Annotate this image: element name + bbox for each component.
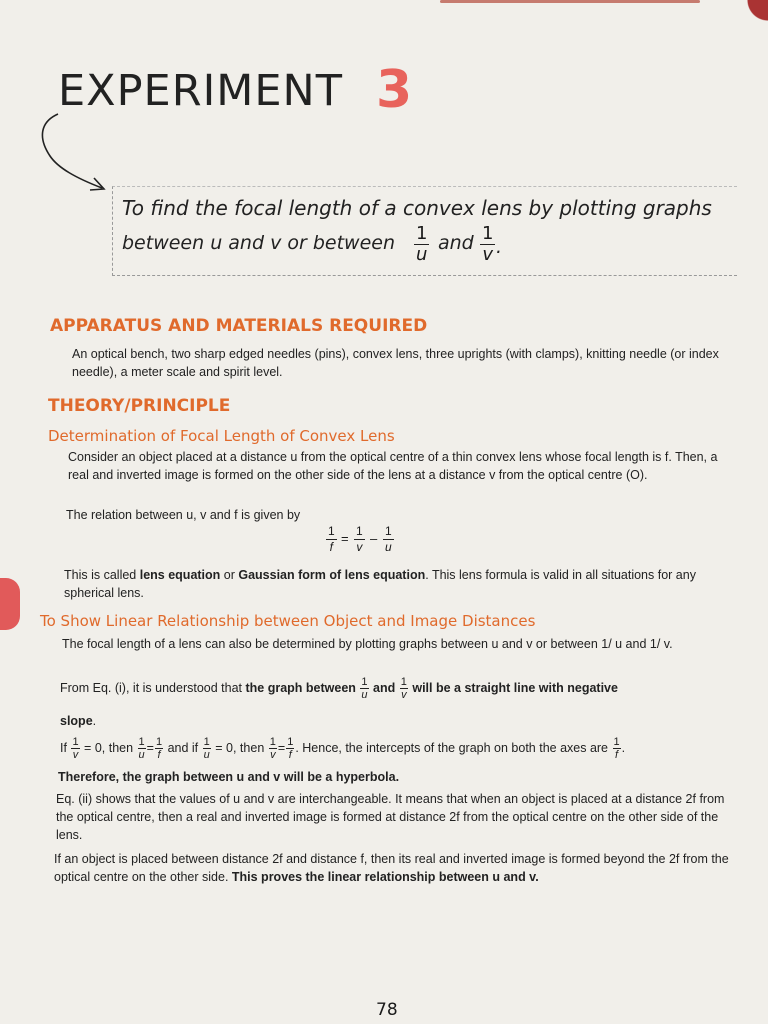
p6-text-a: = 0, then: [84, 740, 134, 755]
aim-line-2: [122, 232, 395, 254]
experiment-number: 3: [376, 60, 413, 120]
equation-fraction-v: [354, 524, 365, 555]
equation-minus: –: [370, 531, 378, 546]
theory-paragraph-8: Eq. (ii) shows that the values of u and v are interchangeable. It means that when an object is placed at a distance 2f from the optical centre, then a real and inverted image is formed at distance 2f from the optical centre on the other side of the lens.: [56, 792, 725, 842]
experiment-title: EXPERIMENT: [58, 66, 343, 116]
p3-text-2: or: [220, 568, 239, 582]
theory-paragraph-4: The focal length of a lens can also be determined by plotting graphs between u and v or between 1/ u and 1/ v.: [62, 637, 673, 651]
fraction-denominator: f: [615, 749, 619, 761]
equation-denominator-f: f: [329, 540, 334, 554]
fraction-denominator: f: [157, 749, 161, 761]
equation-fraction-f: [326, 524, 337, 555]
p6-period: .: [621, 740, 626, 755]
p3-bold-gaussian: Gaussian form of lens equation: [238, 568, 426, 582]
top-edge-decoration: [440, 0, 700, 3]
p6-fraction-6: [286, 736, 294, 761]
p6-fraction-3: [155, 736, 163, 761]
equation-numerator: 1: [385, 524, 392, 538]
fraction-numerator: 1: [72, 736, 79, 748]
p3-bold-lens-equation: lens equation: [139, 568, 221, 582]
equation-equals: =: [341, 531, 349, 546]
p6-fraction-1: [71, 736, 79, 761]
fraction-denominator: u: [138, 749, 145, 761]
fraction-numerator: 1: [155, 736, 163, 748]
fraction-denominator: f: [288, 749, 292, 761]
p5-text-1: From Eq. (i), it is understood that: [60, 680, 246, 695]
theory-paragraph-5: [60, 676, 740, 701]
aim-fraction-1: [414, 224, 429, 265]
theory-paragraph-7: [58, 768, 738, 786]
theory-subheading-1: Determination of Focal Length of Convex Lens: [48, 427, 395, 445]
aim-line-2-text: between u and v or between: [122, 232, 395, 254]
theory-paragraph-6: If $\frac{1}{v}$ = 0, then $\frac{1}{u}$ = $\frac{1}{f}$ and if $\frac{1}{u}$ = 0, then $\frac{1}{v}$ = $\frac{1}{f}$ . Hence, the intercepts of the graph on both the axes are $\frac{1}{f}$ .: [60, 736, 626, 761]
fraction-denominator: v: [72, 749, 79, 761]
apparatus-text: An optical bench, two sharp edged needles (pins), convex lens, three uprights (with clamps), knitting needle (or index needle), a meter scale and spirit level.: [72, 347, 719, 379]
fraction-numerator: 1: [400, 676, 407, 688]
p3-text-3: . This lens formula is valid in all situations for any spherical lens.: [64, 568, 696, 600]
p5-bold-slope: slope: [60, 714, 93, 728]
curved-arrow-icon: [36, 108, 116, 198]
apparatus-heading: APPARATUS AND MATERIALS REQUIRED: [50, 316, 428, 336]
corner-decoration: [728, 0, 768, 30]
p6-fraction-5: [269, 736, 277, 761]
fraction-denominator: u: [361, 689, 368, 701]
fraction-numerator: 1: [269, 736, 276, 748]
equation-denominator-v: v: [356, 540, 363, 554]
p6-text-d: . Hence, the intercepts of the graph on both the axes are: [295, 740, 609, 755]
equation-denominator-u: u: [385, 540, 392, 554]
p7-bold: Therefore, the graph between u and v will be a hyperbola.: [58, 770, 400, 784]
theory-paragraph-3: [64, 566, 740, 602]
p9-text: If an object is placed between distance 2f and distance f, then its real and inverted image is formed beyond the 2f from the optical centre on the other side.: [54, 852, 729, 884]
theory-paragraph-1: Consider an object placed at a distance u from the optical centre of a thin convex lens whose focal length is f. Then, a real and inverted image is formed on the other side of the lens at a distance v from the optical centre (O).: [68, 450, 718, 482]
aim-fraction-2-numerator: 1: [482, 223, 494, 244]
aim-and: and: [438, 232, 474, 254]
p5-period: .: [92, 714, 97, 728]
aim-fraction-1-denominator: u: [416, 244, 428, 265]
p3-text-1: This is called: [64, 568, 140, 582]
p6-text-c: = 0, then: [215, 740, 265, 755]
fraction-denominator: v: [401, 689, 407, 701]
aim-line-1: To find the focal length of a convex lens by plotting graphs: [122, 196, 712, 220]
p5-bold-2: will be a straight line with negative: [412, 680, 618, 695]
page-number: 78: [376, 1000, 398, 1020]
fraction-numerator: 1: [613, 736, 620, 748]
fraction-numerator: 1: [138, 736, 145, 748]
fraction-numerator: 1: [361, 676, 368, 688]
fraction-denominator: v: [270, 749, 276, 761]
aim-period: .: [496, 236, 503, 258]
equation-numerator: 1: [328, 524, 335, 538]
theory-subheading-2: To Show Linear Relationship between Object and Image Distances: [40, 612, 536, 630]
aim-fraction-1-numerator: 1: [416, 223, 428, 244]
equation-fraction-u: [383, 524, 394, 555]
side-tab-decoration: [0, 578, 20, 630]
p5-bold-and: and: [373, 680, 396, 695]
p6-fraction-7: [613, 736, 621, 761]
fraction-numerator: 1: [287, 736, 294, 748]
fraction-denominator: u: [203, 749, 210, 761]
theory-paragraph-2: The relation between u, v and f is given by: [66, 508, 301, 522]
theory-paragraph-5-end: [60, 712, 96, 730]
aim-fraction-2: [480, 224, 495, 265]
p6-fraction-4: [203, 736, 211, 761]
p6-if: If: [60, 740, 67, 755]
theory-heading: THEORY/PRINCIPLE: [48, 396, 231, 416]
p5-fraction-v: [400, 676, 408, 701]
p5-fraction-u: [360, 676, 368, 701]
aim-fraction-2-denominator: v: [482, 244, 494, 265]
fraction-numerator: 1: [203, 736, 210, 748]
p6-fraction-2: [138, 736, 146, 761]
equation-numerator: 1: [356, 524, 363, 538]
p5-bold-1: the graph between: [245, 680, 356, 695]
p9-bold: This proves the linear relationship between u and v.: [231, 870, 539, 884]
theory-paragraph-9: [54, 850, 740, 886]
p6-text-b: and if: [167, 740, 199, 755]
